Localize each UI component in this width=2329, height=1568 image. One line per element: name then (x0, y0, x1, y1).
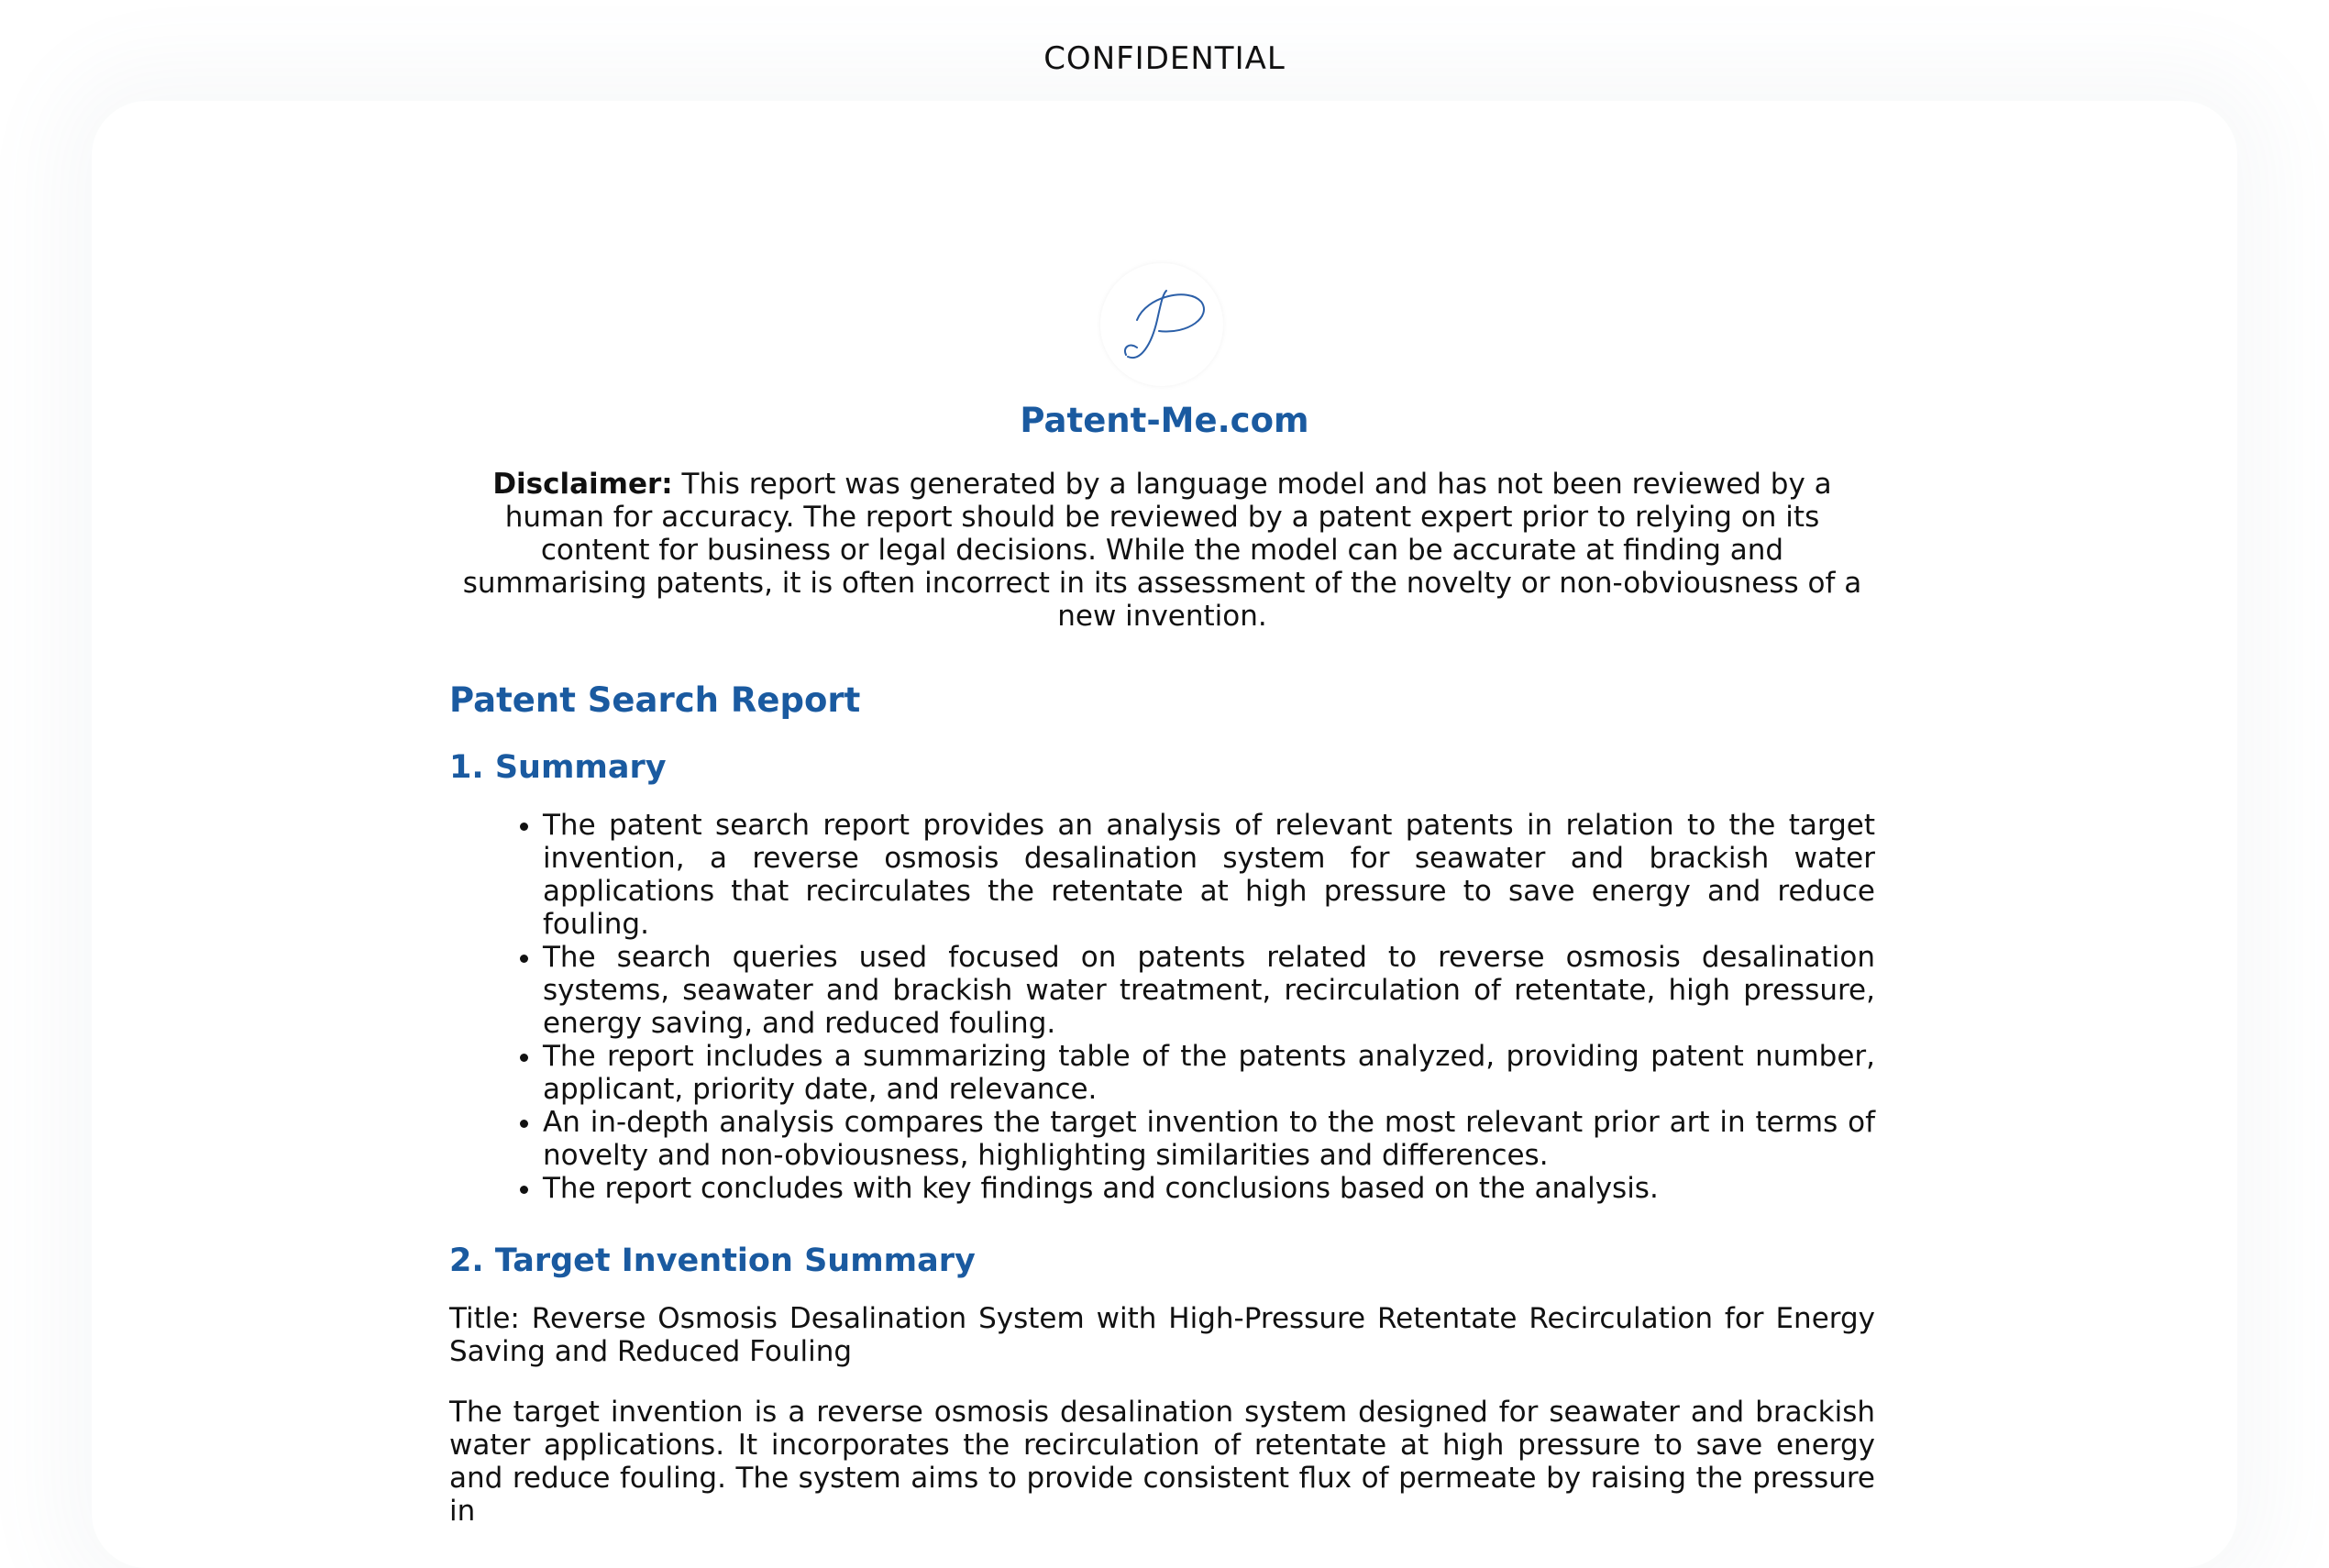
disclaimer-text: This report was generated by a language model and has not been reviewed by a human for accuracy. The report should be reviewed by a patent expert prior to relying on its content for business or legal decisions. While the model can be accurate at finding and summarising patents, it is often incorrect in its assessment of the novelty or non-obviousness of a new invention. (462, 468, 1862, 633)
list-item: • An in-depth analysis compares the target invention to the most relevant prior art in terms of novelty and non-obviousness, highlighting similarities and differences. (543, 1106, 1875, 1172)
target-invention-title: Title: Reverse Osmosis Desalination System with High-Pressure Retentate Recirculation for Energy Saving and Reduced Fouling (449, 1302, 1875, 1368)
confidential-label: CONFIDENTIAL (1043, 40, 1286, 77)
list-item: • The report includes a summarizing table of the patents analyzed, providing patent number, applicant, priority date, and relevance. (543, 1040, 1875, 1106)
target-invention-heading: 2. Target Invention Summary (449, 1242, 976, 1279)
brand-name: Patent-Me.com (1020, 401, 1309, 440)
list-item: • The search queries used focused on patents related to reverse osmosis desalination systems, seawater and brackish water treatment, recirculation of retentate, high pressure, energy saving, and reduced fouling. (543, 941, 1875, 1040)
report-title: Patent Search Report (449, 680, 861, 720)
list-item: • The report concludes with key findings and conclusions based on the analysis. (543, 1172, 1875, 1205)
script-p-logo-icon (1100, 263, 1223, 386)
summary-list (449, 809, 1875, 1205)
summary-heading: 1. Summary (449, 749, 667, 786)
disclaimer (449, 468, 1875, 633)
target-invention-description: The target invention is a reverse osmosis desalination system designed for seawater and brackish water applications. It incorporates the recirculation of retentate at high pressure to save energy and reduce fouling. The system aims to provide consistent flux of permeate by raising the pressure in (449, 1396, 1875, 1528)
disclaimer-label: Disclaimer: (492, 468, 673, 501)
report-content (449, 468, 1875, 1555)
list-item: • The patent search report provides an analysis of relevant patents in relation to the target invention, a reverse osmosis desalination system for seawater and brackish water applications that recirculates the retentate at high pressure to save energy and reduce fouling. (543, 809, 1875, 941)
